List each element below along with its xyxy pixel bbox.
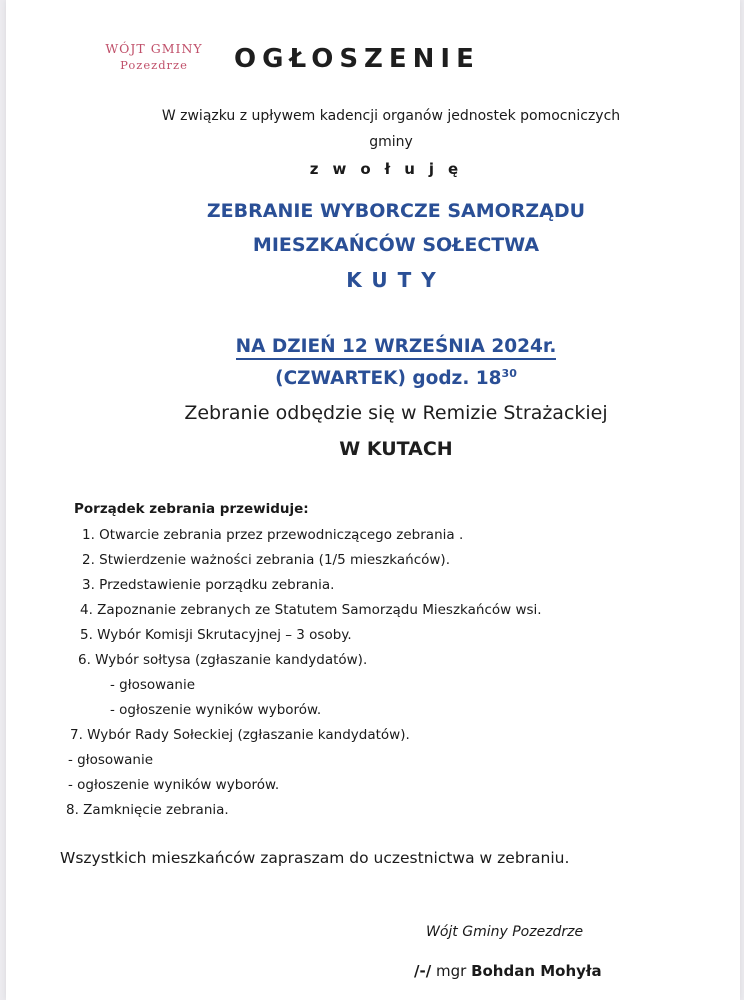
agenda-heading: Porządek zebrania przewiduje: <box>74 501 309 517</box>
agenda-item: 2. Stwierdzenie ważności zebrania (1/5 mieszkańców). <box>82 552 450 568</box>
agenda-item: 1. Otwarcie zebrania przez przewodniczącego zebrania . <box>82 527 464 543</box>
agenda-item: 6. Wybór sołtysa (zgłaszanie kandydatów). <box>78 652 368 668</box>
agenda-item: 8. Zamknięcie zebrania. <box>66 802 229 818</box>
agenda-subitem: - ogłoszenie wyników wyborów. <box>110 702 322 718</box>
closing-invitation: Wszystkich mieszkańców zapraszam do uczestnictwa w zebraniu. <box>60 849 570 867</box>
heading-line-1: ZEBRANIE WYBORCZE SAMORZĄDU <box>206 200 586 222</box>
heading-line-2: MIESZKAŃCÓW SOŁECTWA <box>252 234 540 256</box>
meeting-day-text: (CZWARTEK) godz. 18 <box>275 368 502 390</box>
agenda-subitem: - ogłoszenie wyników wyborów. <box>68 777 280 793</box>
agenda-item: 3. Przedstawienie porządku zebrania. <box>82 577 335 593</box>
meeting-time-minutes: 30 <box>501 367 517 380</box>
agenda-subitem: - głosowanie <box>110 677 196 693</box>
signature-name-prefix: mgr <box>435 962 467 980</box>
stamp-line-2: Pozezdrze <box>120 58 188 72</box>
intro-line-1: W związku z upływem kadencji organów jednostek pomocniczych <box>161 108 621 124</box>
intro-line-2: gminy <box>369 134 413 150</box>
office-stamp <box>84 40 224 74</box>
village-name: KUTY <box>346 268 446 292</box>
stamp-line-1: WÓJT GMINY <box>105 41 203 56</box>
convene-word: zwołuję <box>309 160 473 178</box>
agenda-item: 7. Wybór Rady Sołeckiej (zgłaszanie kandydatów). <box>70 727 410 743</box>
signature-title: Wójt Gminy Pozezdrze <box>426 924 584 940</box>
meeting-town: W KUTACH <box>339 438 453 460</box>
notice-title: OGŁOSZENIE <box>234 44 480 74</box>
agenda-item: 4. Zapoznanie zebranych ze Statutem Samorządu Mieszkańców wsi. <box>80 602 542 618</box>
signature-name <box>414 962 602 980</box>
notice-page <box>6 0 740 1000</box>
agenda-subitem: - głosowanie <box>68 752 154 768</box>
meeting-date <box>66 336 726 357</box>
meeting-date-text: NA DZIEŃ 12 WRZEŚNIA 2024r. <box>236 336 557 360</box>
meeting-place: Zebranie odbędzie się w Remizie Strażackiej <box>184 402 608 424</box>
signature-mark: /-/ <box>414 962 432 980</box>
agenda-item: 5. Wybór Komisji Skrutacyjnej – 3 osoby. <box>80 627 352 643</box>
signature-name-text: Bohdan Mohyła <box>471 962 602 980</box>
meeting-day-time <box>66 367 726 389</box>
